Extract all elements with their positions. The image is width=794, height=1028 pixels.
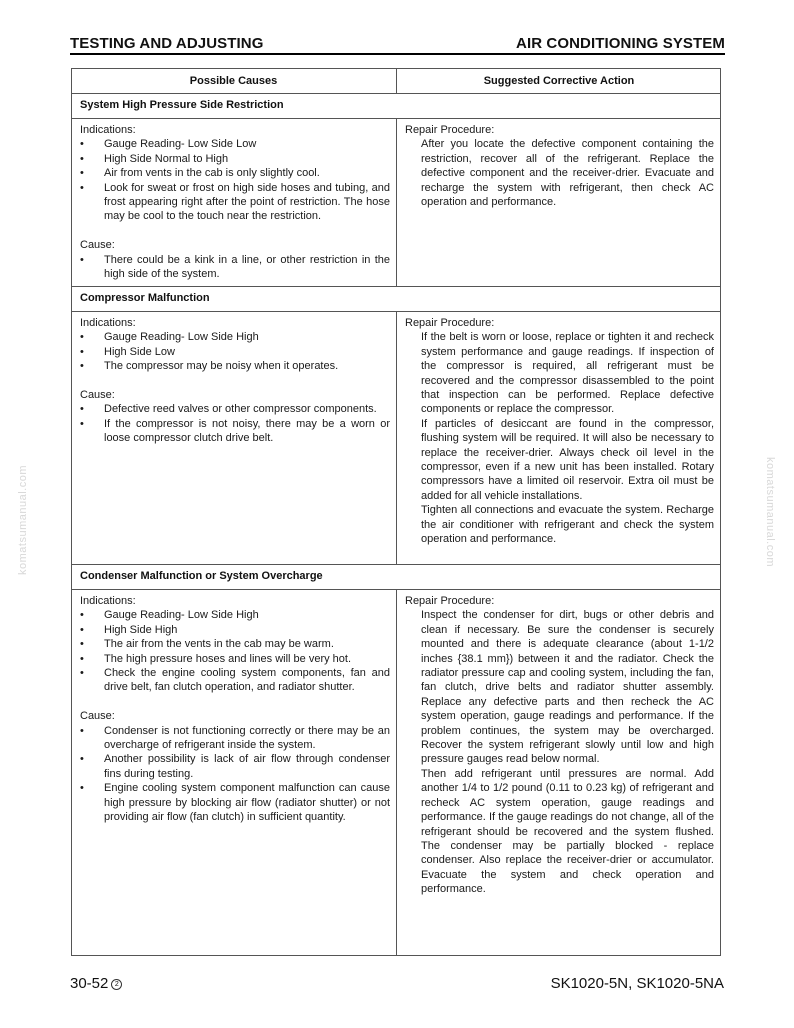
column-divider [396,311,397,565]
section-title: Compressor Malfunction [80,292,210,304]
causes-list [80,724,390,825]
action-cell [405,123,714,209]
list-item: • Another possibility is lack of air flow through condenser fins during testing. [80,753,390,780]
list-item: • Condenser is not functioning correctly or there may be an overcharge of refrigerant inside the system. [80,724,390,752]
action-cell [405,594,714,897]
watermark-right: komatsumanual.com [764,457,776,567]
repair-label: Repair Procedure: [405,595,495,607]
causes-list [80,253,390,282]
causes-cell [80,316,390,446]
repair-paragraph: If the belt is worn or loose, replace or tighten it and recheck system performance and gauge readings. If inspection of the compressor is required, all refrigerant must be recovered and the compressor disassembled to the point that inspection can be performed. Replace defective components or replace the compressor. [421,331,714,416]
action-cell [405,316,714,547]
list-item: • The high pressure hoses and lines will be very hot. [80,652,352,665]
cause-label: Cause: [80,389,115,402]
repair-paragraph: Inspect the condenser for dirt, bugs or other debris and clean if necessary. Be sure the condenser is securely mounted and there is adequate clearance (about 1-1/2 inches {38.1 mm}) between it and the radiator. Check the radiator pressure cap and cooling system, including the fan, fan clutch, drive belts and radiator shutter assembly. Replace any defective parts and then recheck the AC system operation, gauge readings and performance. If the problem continues, the system may be overcharged. Recover the system refrigerant slowly until low and high pressure gauges read below normal. [421,609,714,766]
list-item: • High Side Normal to High [80,152,229,165]
list-item: • Defective reed valves or other compressor components. [80,403,377,416]
model-name: SK1020-5N, SK1020-5NA [550,975,724,992]
repair-paragraph: Then add refrigerant until pressures are normal. Add another 1/4 to 1/2 pound (0.11 to 0.23 kg) of refrigerant and recheck AC system operation, gauge readings and performance. If the gauge readings do not change, all of the refrigerant should be recovered and the system flushed. The condenser may be partially blocked - replace condenser. Also replace the receiver-drier or accumulator. Evacuate the system and check operation and performance. [421,767,714,896]
column-header-causes: Possible Causes [189,75,278,87]
list-item: • Gauge Reading- Low Side High [80,609,259,622]
repair-paragraph: Tighten all connections and evacuate the system. Recharge the air conditioner with refrigerant and check the system operation and performance. [421,504,714,546]
column-divider [396,118,397,287]
repair-label: Repair Procedure: [405,317,495,329]
header-section-title: TESTING AND ADJUSTING [70,35,264,52]
section-title: Condenser Malfunction or System Overcharge [80,570,323,582]
cause-label: Cause: [80,239,115,252]
repair-paragraph: If particles of desiccant are found in the compressor, flushing system will be required. It will also be necessary to replace the receiver-drier. Always check oil level in the compressor, even if a new unit has been installed. Rotary compressors have a limited oil reservoir. Extra oil must be added for all vehicle installations. [421,417,714,502]
list-item: • Gauge Reading- Low Side High [80,331,259,344]
indications-label: Indications: [80,317,136,329]
list-item: • Check the engine cooling system components, fan and drive belt, fan clutch operation, and radiator shutter. [80,667,390,694]
causes-cell [80,594,390,824]
list-item: • Air from vents in the cab is only slightly cool. [80,167,320,180]
list-item: • The air from the vents in the cab may be warm. [80,638,334,651]
list-item: • Gauge Reading- Low Side Low [80,138,257,151]
repair-paragraph: After you locate the defective component containing the restriction, recover all of the refrigerant. Replace the defective component and the receiver-drier. Evacuate and recharge the system with refrigerant, then check AC operation and performance. [421,138,714,209]
indications-list [80,608,390,694]
column-header-action: Suggested Corrective Action [483,75,635,87]
list-item: • High Side High [80,623,178,636]
indications-label: Indications: [80,124,136,136]
list-item: • Engine cooling system component malfunction can cause high pressure by blocking air flow (radiator shutter) or not providing air flow (fan clutch) in sufficient quantity. [80,782,390,824]
list-item: • The compressor may be noisy when it operates. [80,360,339,373]
list-item: • If the compressor is not noisy, there may be a worn or loose compressor clutch drive belt. [80,417,390,445]
list-item: • There could be a kink in a line, or other restriction in the high side of the system. [80,253,390,281]
list-item: • Look for sweat or frost on high side hoses and tubing, and frost appearing right after the point of restriction. The hose may be cool to the touch near the restriction. [80,181,390,223]
revision-mark: 2 [111,979,122,990]
indications-list [80,137,390,223]
indications-label: Indications: [80,595,136,607]
watermark-left: komatsumanual.com [17,465,29,575]
repair-label: Repair Procedure: [405,124,495,136]
section-title: System High Pressure Side Restriction [80,99,284,111]
column-divider [396,589,397,956]
page-header [70,33,725,55]
causes-cell [80,123,390,281]
list-item: • High Side Low [80,345,175,358]
causes-list [80,402,390,445]
indications-list [80,330,390,373]
cause-label: Cause: [80,710,115,723]
header-chapter-title: AIR CONDITIONING SYSTEM [516,35,725,52]
page-number: 30-52 2 [70,975,122,992]
